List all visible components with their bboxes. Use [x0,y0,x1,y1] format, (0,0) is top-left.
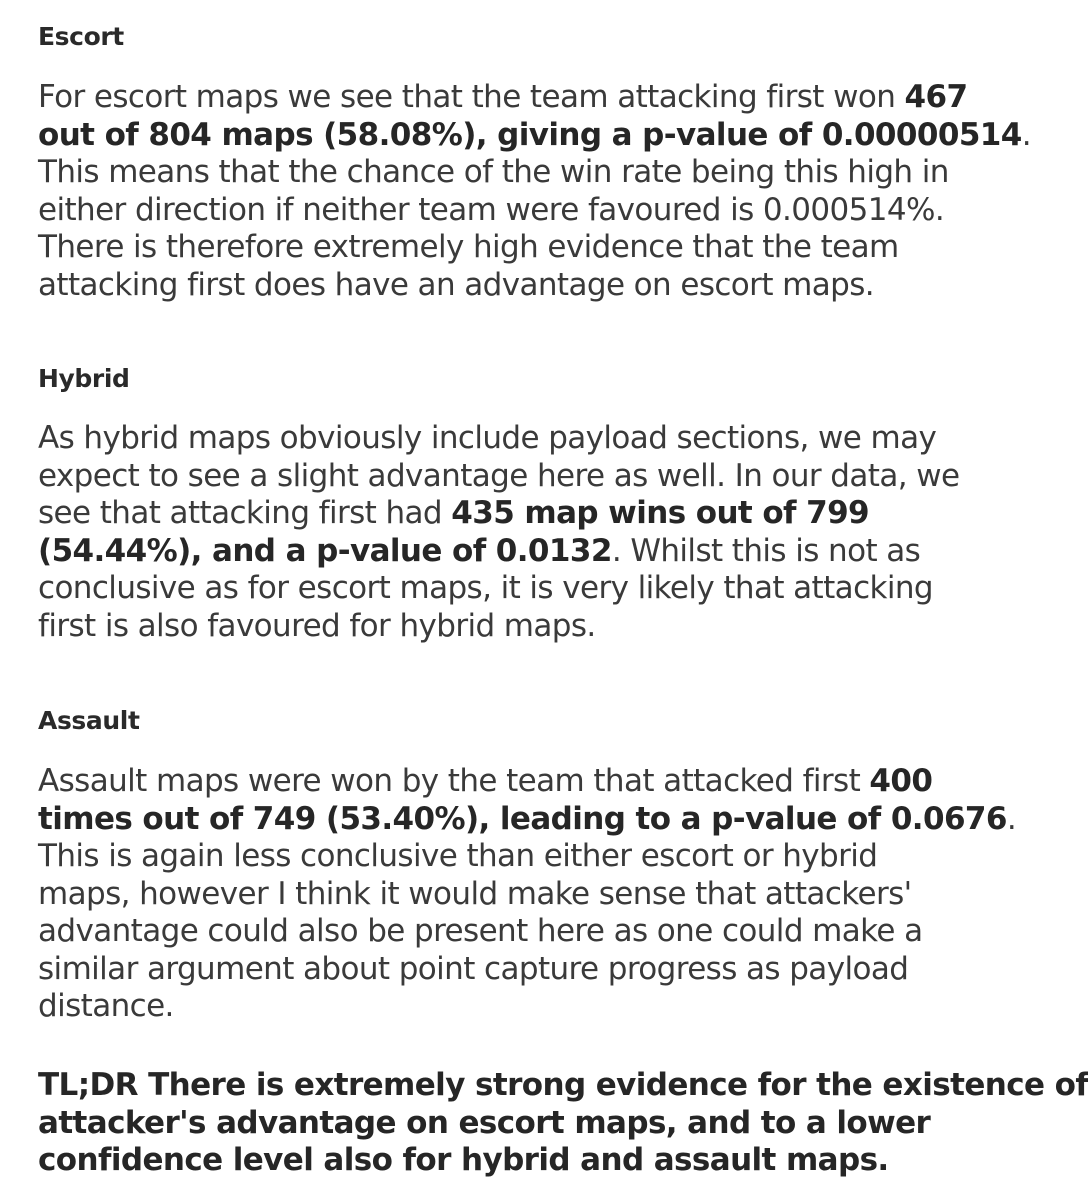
assault-line-6: similar argument about point capture progress as payload [38,950,909,987]
escort-stat-bold: 467 [904,79,968,115]
assault-line-1: Assault maps were won by the team that attacked first 400 [38,763,933,799]
assault-stat-bold: 400 [869,763,933,799]
escort-line-2: out of 804 maps (58.08%), giving a p-value of 0.00000514. [38,116,1031,153]
escort-line-1: For escort maps we see that the team attacking first won 467 [38,79,968,115]
assault-line-5: advantage could also be present here as one could make a [38,913,923,949]
hybrid-line-1: As hybrid maps obviously include payload sections, we may [38,420,937,456]
assault-line-4: maps, however I think it would make sense that attackers' [38,875,912,912]
hybrid-line-5: conclusive as for escort maps, it is very likely that attacking [38,570,934,606]
assault-line-2: times out of 749 (53.40%), leading to a p-value of 0.0676. [38,800,1017,837]
escort-paragraph [38,79,1031,304]
hybrid-stat-bold: 435 map wins out of 799 [451,495,870,531]
escort-line-5: There is therefore extremely high evidence that the team [38,229,899,265]
hybrid-heading: Hybrid [38,364,130,393]
escort-stat-bold: out of 804 maps (58.08%), giving a p-value of 0.00000514 [38,116,1022,153]
hybrid-paragraph [38,420,960,645]
hybrid-stat-bold: (54.44%), and a p-value of 0.0132 [38,532,612,569]
escort-line-3: This means that the chance of the win rate being this high in [38,154,949,190]
escort-heading: Escort [38,22,124,51]
hybrid-line-4: (54.44%), and a p-value of 0.0132. Whilst this is not as [38,532,921,569]
escort-line-4: either direction if neither team were favoured is 0.000514%. [38,191,945,228]
hybrid-line-6: first is also favoured for hybrid maps. [38,607,596,644]
tldr-paragraph [38,1067,1088,1180]
hybrid-line-2: expect to see a slight advantage here as well. In our data, we [38,457,960,494]
assault-line-3: This is again less conclusive than either escort or hybrid [38,838,878,874]
tldr-line-1: TL;DR There is extremely strong evidence for the existence of [38,1067,1088,1103]
escort-line-6: attacking first does have an advantage on escort maps. [38,266,875,303]
tldr-line-2: attacker's advantage on escort maps, and to a lower [38,1104,931,1141]
assault-paragraph [38,763,1017,1026]
hybrid-line-3: see that attacking first had 435 map wins out of 799 [38,495,870,531]
tldr-line-3: confidence level also for hybrid and assault maps. [38,1142,889,1178]
assault-heading: Assault [38,706,140,735]
assault-line-7: distance. [38,988,174,1024]
assault-stat-bold: times out of 749 (53.40%), leading to a p-value of 0.0676 [38,800,1007,837]
